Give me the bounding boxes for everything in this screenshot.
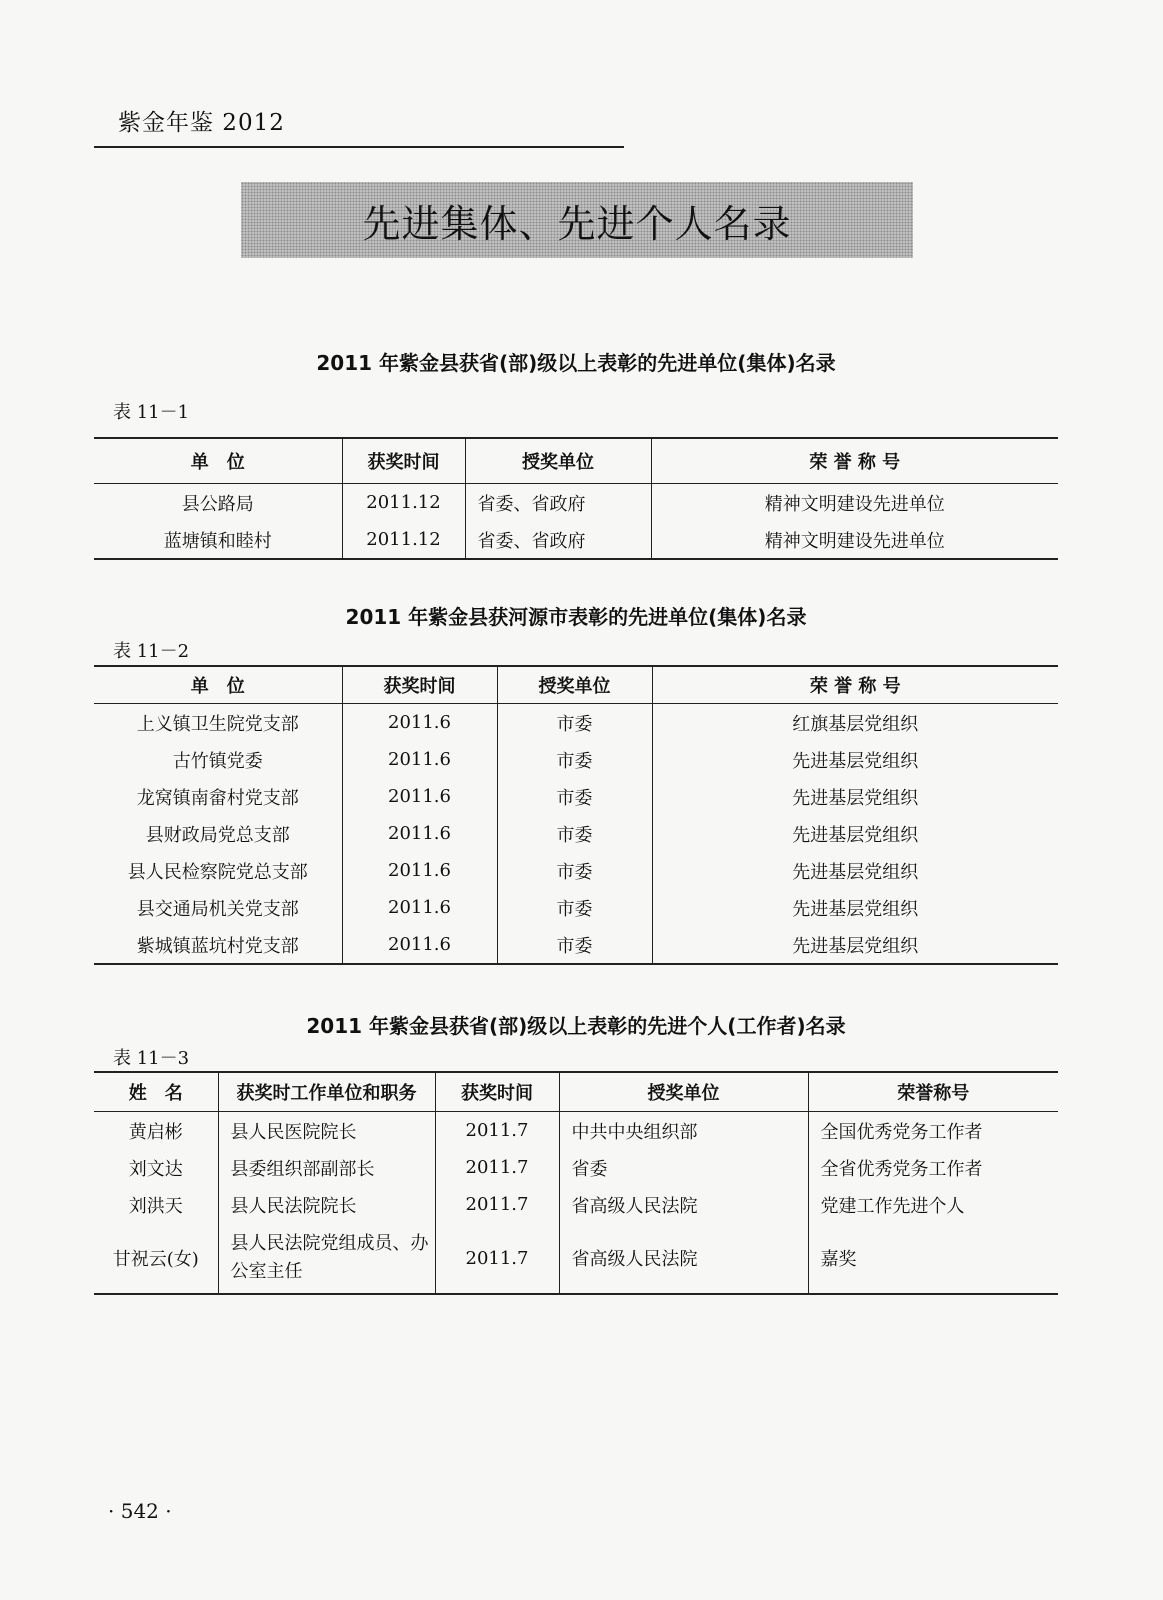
table-cell: 先进基层党组织 (652, 852, 1058, 889)
table1-header-cell: 授奖单位 (465, 438, 651, 484)
table3-header-cell: 姓 名 (128, 1083, 183, 1104)
table-cell: 县人民检察院党总支部 (127, 861, 308, 883)
table-cell: 甘祝云(女) (112, 1249, 199, 1270)
table-row (94, 1112, 1058, 1150)
table-cell: 县财政局党总支部 (145, 824, 290, 846)
table-cell: 省高级人民法院 (559, 1223, 808, 1294)
table-cell: 精神文明建设先进单位 (651, 521, 1058, 559)
table3-header-cell: 授奖单位 (559, 1072, 808, 1112)
table-cell: 黄启彬 (128, 1121, 183, 1143)
table-cell: 2011.6 (342, 926, 497, 964)
table2-header-cell: 授奖单位 (497, 666, 652, 704)
banner-title: 先进集体、先进个人名录 (362, 201, 792, 246)
table2-label: 表 11－2 (113, 641, 190, 662)
table2-header-row (94, 666, 1058, 704)
table3 (94, 1071, 1058, 1295)
table-cell: 2011.6 (342, 704, 497, 742)
table-cell: 2011.12 (342, 521, 465, 559)
section-banner (241, 182, 913, 258)
table-cell: 先进基层党组织 (652, 778, 1058, 815)
table-cell: 省委 (559, 1149, 808, 1186)
table-cell: 2011.7 (435, 1186, 559, 1223)
table3-header-cell: 获奖时间 (435, 1072, 559, 1112)
table-cell: 刘洪天 (128, 1195, 183, 1217)
table-row (94, 1149, 1058, 1186)
table-cell: 先进基层党组织 (652, 926, 1058, 964)
table-cell: 市委 (497, 852, 652, 889)
table-row (94, 926, 1058, 964)
table2 (94, 665, 1058, 965)
table-row (94, 521, 1058, 559)
table-cell: 中共中央组织部 (559, 1112, 808, 1150)
table-row (94, 778, 1058, 815)
table-cell: 先进基层党组织 (652, 741, 1058, 778)
table3-label: 表 11－3 (113, 1048, 190, 1069)
table-row (94, 704, 1058, 742)
table2-header-cell: 单 位 (190, 676, 245, 697)
table-cell: 县公路局 (181, 493, 254, 515)
table3-header-cell: 荣誉称号 (808, 1072, 1058, 1112)
table2-header-cell: 获奖时间 (342, 666, 497, 704)
table-cell: 龙窝镇南畲村党支部 (136, 787, 299, 809)
table-cell: 蓝塘镇和睦村 (163, 530, 272, 552)
table-cell: 上义镇卫生院党支部 (136, 713, 299, 735)
table-cell: 2011.6 (342, 741, 497, 778)
table-cell: 市委 (497, 926, 652, 964)
table-cell: 2011.6 (342, 852, 497, 889)
table-cell: 省高级人民法院 (559, 1186, 808, 1223)
table-row (94, 852, 1058, 889)
table-cell: 2011.12 (342, 484, 465, 522)
table-cell: 红旗基层党组织 (652, 704, 1058, 742)
page-number: · 542 · (108, 1499, 172, 1523)
table-row (94, 741, 1058, 778)
table-row (94, 1223, 1058, 1294)
table-cell: 2011.6 (342, 778, 497, 815)
table-row (94, 889, 1058, 926)
table2-caption: 2011 年紫金县获河源市表彰的先进单位(集体)名录 (345, 605, 807, 629)
table-cell: 市委 (497, 889, 652, 926)
header-rule (94, 146, 624, 148)
table-row (94, 815, 1058, 852)
table1 (94, 437, 1058, 560)
table-row (94, 484, 1058, 522)
table-cell: 县人民法院院长 (218, 1186, 435, 1223)
table-cell: 2011.6 (342, 815, 497, 852)
table-cell: 党建工作先进个人 (808, 1186, 1058, 1223)
yearbook-header: 紫金年鉴 2012 (118, 110, 285, 136)
table3-caption: 2011 年紫金县获省(部)级以上表彰的先进个人(工作者)名录 (306, 1014, 846, 1038)
table-cell: 省委、省政府 (465, 521, 651, 559)
table-row (94, 1186, 1058, 1223)
table-cell: 省委、省政府 (465, 484, 651, 522)
table-cell: 2011.7 (435, 1223, 559, 1294)
table1-header-cell: 获奖时间 (342, 438, 465, 484)
table1-header-cell: 荣 誉 称 号 (651, 438, 1058, 484)
table-cell: 刘文达 (128, 1158, 183, 1180)
table3-header-cell: 获奖时工作单位和职务 (218, 1072, 435, 1112)
table-cell: 紫城镇蓝坑村党支部 (136, 935, 299, 957)
table2-header-cell: 荣 誉 称 号 (652, 666, 1058, 704)
table-cell: 先进基层党组织 (652, 889, 1058, 926)
table-cell: 县人民医院院长 (218, 1112, 435, 1150)
table-cell: 2011.7 (435, 1112, 559, 1150)
table3-header-row (94, 1072, 1058, 1112)
table-cell: 市委 (497, 741, 652, 778)
table-cell: 县委组织部副部长 (218, 1149, 435, 1186)
table-cell: 市委 (497, 815, 652, 852)
table-cell: 嘉奖 (808, 1223, 1058, 1294)
table-cell: 县交通局机关党支部 (136, 898, 299, 920)
table-cell: 精神文明建设先进单位 (651, 484, 1058, 522)
table-cell: 全国优秀党务工作者 (808, 1112, 1058, 1150)
table-cell: 2011.6 (342, 889, 497, 926)
table-cell: 先进基层党组织 (652, 815, 1058, 852)
table1-header-cell: 单 位 (190, 452, 245, 473)
table-cell: 县人民法院党组成员、办公室主任 (218, 1223, 435, 1294)
table-cell: 市委 (497, 704, 652, 742)
table-cell: 古竹镇党委 (172, 750, 263, 772)
table1-header-row (94, 438, 1058, 484)
table1-label: 表 11－1 (113, 402, 190, 423)
table-cell: 2011.7 (435, 1149, 559, 1186)
table-cell: 市委 (497, 778, 652, 815)
table-cell: 全省优秀党务工作者 (808, 1149, 1058, 1186)
table1-caption: 2011 年紫金县获省(部)级以上表彰的先进单位(集体)名录 (316, 351, 836, 375)
